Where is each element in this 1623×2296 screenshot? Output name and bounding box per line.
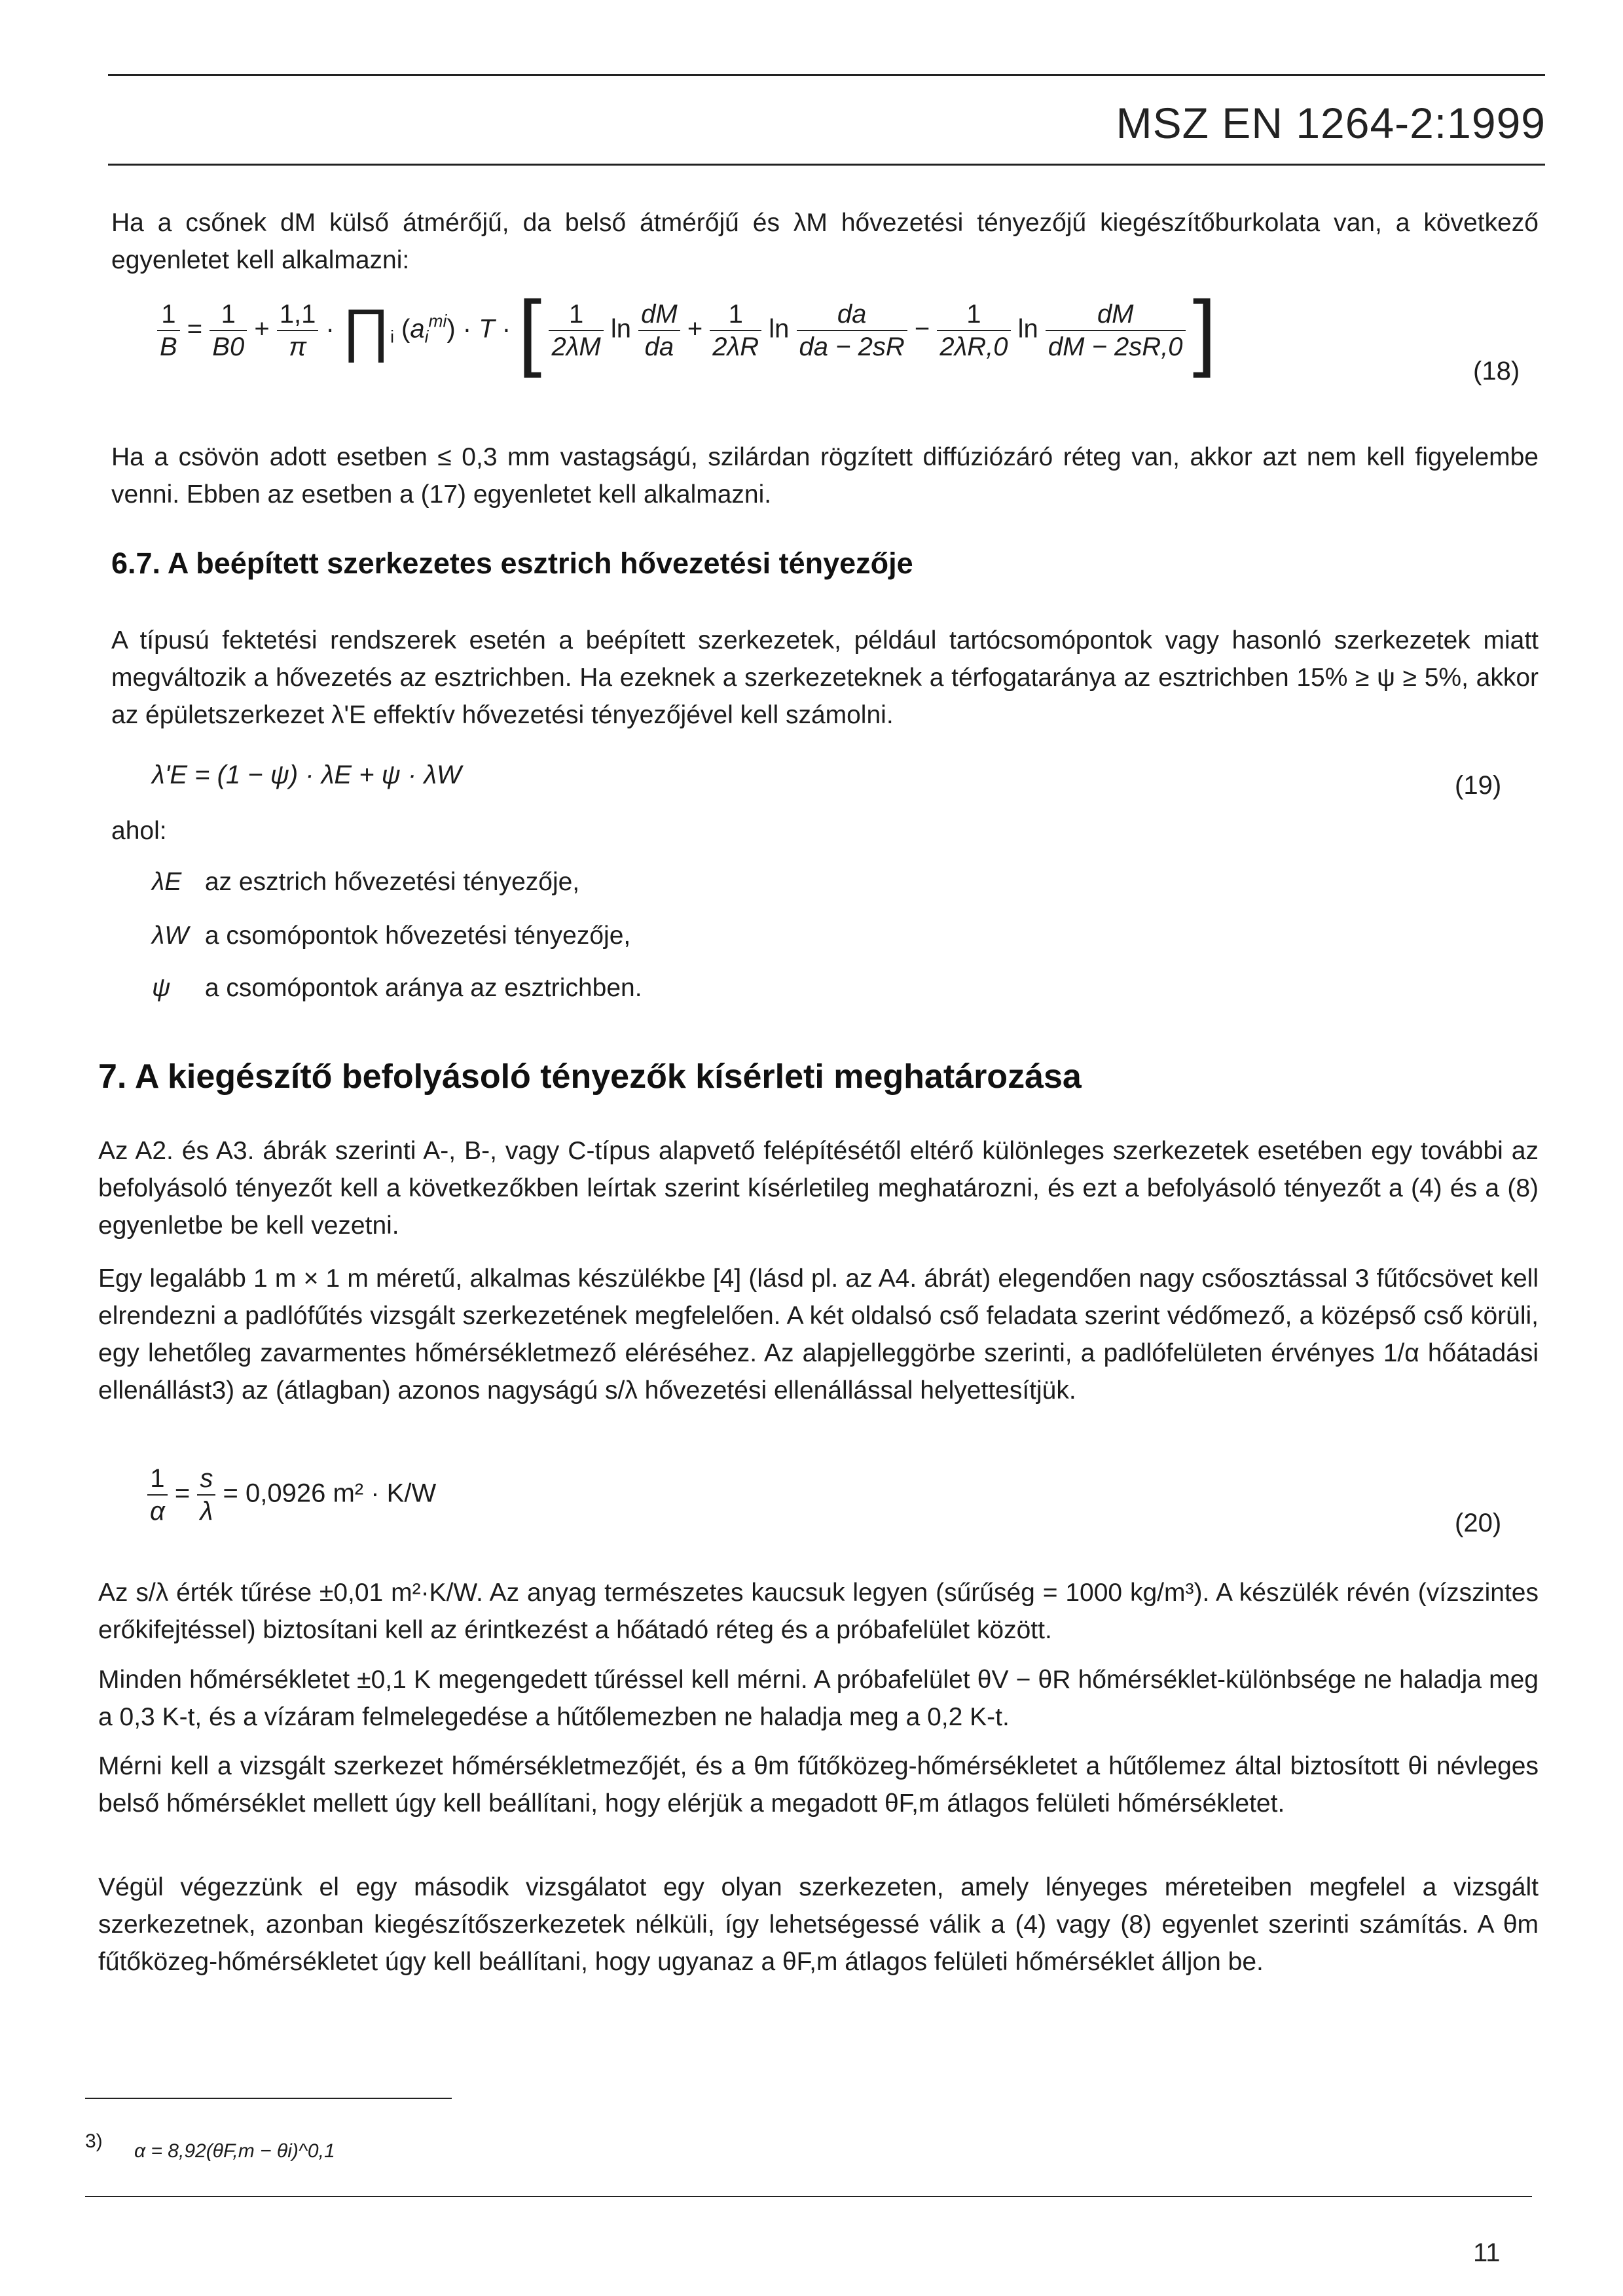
document-standard-title: MSZ EN 1264-2:1999 [1116, 99, 1546, 147]
left-bracket: [ [518, 283, 542, 378]
equation-20-number: (20) [1455, 1509, 1502, 1537]
definition-text: az esztrich hővezetési tényezője, [204, 868, 580, 896]
footer-rule [85, 2196, 1532, 2197]
equation-19-number: (19) [1455, 771, 1502, 800]
section-6-7-title: A beépített szerkezetes esztrich hővezetési tényezője [167, 547, 913, 580]
definition-lambda-w [152, 922, 630, 950]
section-7-number: 7. [98, 1058, 127, 1096]
equation-19: λ'E = (1 − ψ) · λE + ψ · λW [152, 761, 462, 789]
definition-symbol: λW [152, 922, 189, 950]
eq18-term-pi: $\frac{1,1}{\pi}$ [277, 298, 319, 363]
paragraph-7-4: Minden hőmérsékletet ±0,1 K megengedett tűréssel kell mérni. A próbafelület θV − θR hőmérséklet-különbsége ne haladja meg a 0,3 K-t, és a vízáram felmelegedése a hűtőlemezben ne haladja meg a 0,2 K-t. [98, 1666, 1539, 1731]
equation-18: $\frac{1}{B}$ = $\frac{1}{B0}$ + $\frac{1,1}{\pi}$ · $\prod_i$ $(a_i^{mi}) \cdot T$ · [ $\frac{1}{2\lambda M}$ ln $\frac{dM}{da}$ + $\frac{1}{2\lambda R}$ ln $\frac{da}{da - 2sR}$ − $\frac{1}{2\lambda R,0}$ ln $\frac{dM}{dM - 2sR,0}$ ] [157, 288, 1216, 373]
eq18-ln1: $\frac{dM}{da}$ [638, 298, 680, 363]
section-6-7-number: 6.7. [111, 547, 161, 580]
footnote-formula: α = 8,92(θF,m − θi)^0,1 [134, 2140, 335, 2162]
eq20-frac-alpha: $\frac{1}{\alpha}$ [147, 1463, 168, 1527]
paragraph-7-1: Az A2. és A3. ábrák szerinti A-, B-, vagy C-típus alapvető felépítésétől eltérő különleges szerkezetek esetében egy további az befolyásoló tényezőt kell a következőkben leírtak szerint kísérletileg meghatározni, és ezt a befolyásoló tényezőt a (4) és a (8) egyenletbe be kell vezetni. [98, 1137, 1539, 1240]
equation-20: $\frac{1}{\alpha}$ = $\frac{s}{\lambda}$ = 0,0926 m² · K/W [147, 1463, 436, 1527]
paragraph-7-3: Az s/λ érték tűrése ±0,01 m²·K/W. Az anyag természetes kaucsuk legyen (sűrűség = 1000 kg/m³). A készülék révén (vízszintes erőkifejtéssel) biztosítani kell az érintkezést a hőátadó réteg és a próbafelület között. [98, 1579, 1539, 1644]
definition-symbol: λE [152, 868, 182, 896]
section-6-7-heading [111, 547, 913, 581]
eq20-value: = 0,0926 m² · K/W [223, 1479, 437, 1508]
eq18-f2: $\frac{1}{2\lambda R}$ [710, 298, 761, 363]
paragraph-after-eq18: Ha a csövön adott esetben ≤ 0,3 mm vastagságú, szilárdan rögzített diffúziózáró réteg van, akkor azt nem kell figyelembe venni. Ebben az esetben a (17) egyenletet kell alkalmazni. [111, 443, 1539, 509]
paragraph-7-6: Végül végezzünk el egy második vizsgálatot egy olyan szerkezeten, amely lényeges méreteiben megfelel a vizsgált szerkezetnek, azonban kiegészítőszerkezetek nélküli, így lehetségessé válik a (4) vagy (8) egyenlet szerinti számítás. A θm fűtőközeg-hőmérsékletet úgy kell beállítani, hogy ugyanaz a θF,m átlagos felületi hőmérséklet álljon be. [98, 1873, 1539, 1976]
section-7-title: A kiegészítő befolyásoló tényezők kísérleti meghatározása [134, 1058, 1082, 1096]
paragraph-7-2: Egy legalább 1 m × 1 m méretű, alkalmas készülékbe [4] (lásd pl. az A4. ábrát) elegendően nagy csőosztással 3 fűtőcsövet kell elrendezni a padlófűtés vizsgált szerkezetének megfelelően. A két oldalsó cső feladata szerint védőmező, a középső cső körüli, egy lehetőleg zavarmentes hőmérsékletmező eléréséhez. Az alapjelleggörbe szerinti, a padlófelületen érvényes 1/α hőátadási ellenállást3) az (átlagban) azonos nagyságú s/λ hővezetési ellenállással helyettesítjük. [98, 1265, 1539, 1405]
where-label: ahol: [111, 817, 167, 845]
eq18-f1: $\frac{1}{2\lambda M}$ [549, 298, 603, 363]
paragraph-7-5: Mérni kell a vizsgált szerkezet hőmérsékletmezőjét, és a θm fűtőközeg-hőmérsékletet a hűtőlemez által biztosított θi névleges belső hőmérséklet mellett úgy kell beállítani, hogy elérjük a megadott θF,m átlagos felületi hőmérsékletet. [98, 1752, 1539, 1818]
right-bracket: ] [1192, 283, 1216, 378]
eq18-ln2: $\frac{da}{da - 2sR}$ [797, 298, 907, 363]
eq18-ln3: $\frac{dM}{dM - 2sR,0}$ [1046, 298, 1186, 363]
intro-paragraph: Ha a csőnek dM külső átmérőjű, da belső átmérőjű és λM hővezetési tényezőjű kiegészítőburkolata van, a következő egyenletet kell alkalmazni: [111, 209, 1539, 274]
eq18-term-b0: $\frac{1}{B0}$ [210, 298, 247, 363]
header-bottom-rule [108, 164, 1545, 166]
definition-text: a csomópontok aránya az esztrichben. [204, 974, 642, 1002]
eq18-lhs: $\frac{1}{B}$ [157, 298, 180, 363]
definition-lambda-e [152, 868, 579, 897]
definition-symbol: ψ [152, 974, 171, 1002]
section-7-heading [98, 1057, 1082, 1096]
header-top-rule [108, 74, 1545, 76]
product-symbol: ∏ [341, 298, 391, 363]
paragraph-6-7: A típusú fektetési rendszerek esetén a beépített szerkezetek, például tartócsomópontok vagy hasonló szerkezetek miatt megváltozik a hővezetés az esztrichben. Ha ezeknek a szerkezeteknek a térfogataránya az esztrichben 15% ≥ ψ ≥ 5%, akkor az épületszerkezet λ'E effektív hővezetési tényezőjével kell számolni. [111, 626, 1539, 729]
footnote-separator [85, 2098, 452, 2099]
eq20-frac-s-lambda: $\frac{s}{\lambda}$ [197, 1463, 215, 1527]
definition-text: a csomópontok hővezetési tényezője, [204, 922, 631, 950]
equation-18-number: (18) [1473, 357, 1520, 386]
footnote-marker: 3) [85, 2130, 103, 2152]
page-number: 11 [1473, 2238, 1501, 2267]
eq18-f3: $\frac{1}{2\lambda R,0}$ [937, 298, 1010, 363]
definition-psi [152, 974, 642, 1003]
